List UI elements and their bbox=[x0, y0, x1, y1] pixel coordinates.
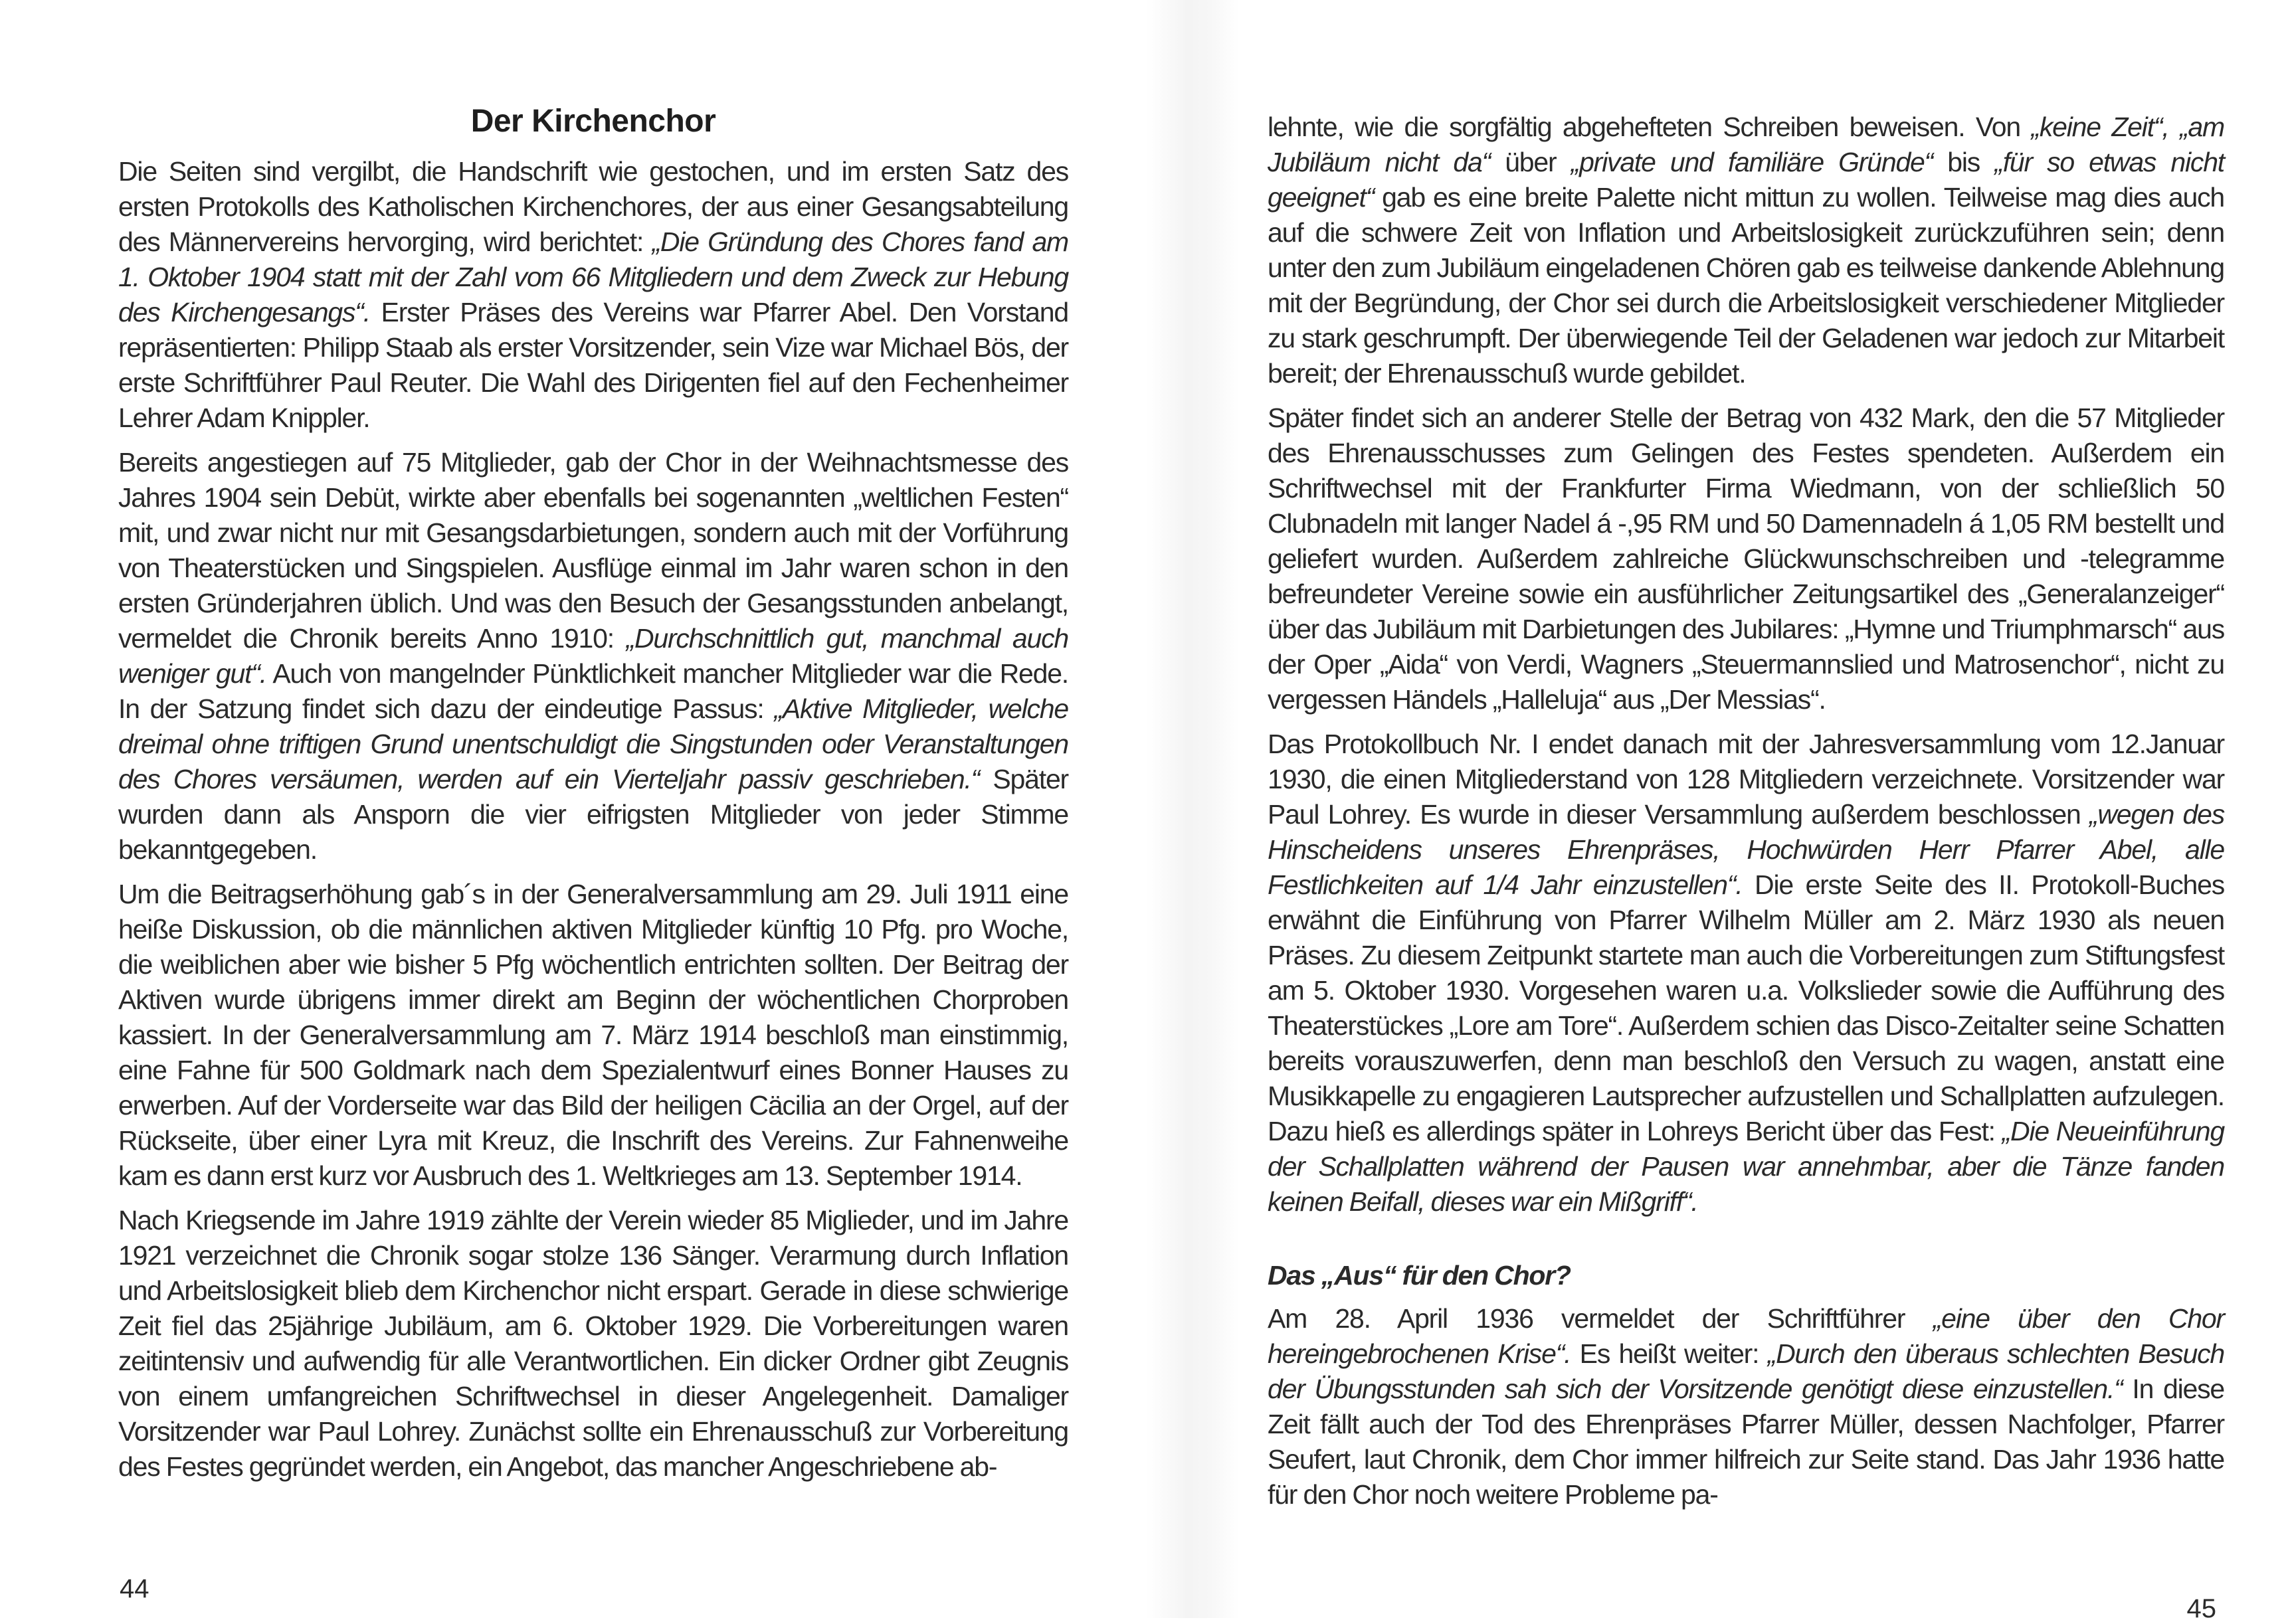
body-text: Bereits angestiegen auf 75 Mitglieder, gab der Chor in der Weihnachtsmesse des Jahres 1904 sein Debüt, wirkte aber ebenfalls bei sogenannten „weltlichen Festen“ mit, und zwar nicht nur mit Gesangsdarbietungen, sondern auch mit der Vorführung von Theaterstücken und Singspielen. Ausflüge einmal im Jahr waren schon in den ersten Gründerjahren üblich. Und was den Besuch der Gesangsstunden anbelangt, vermeldet die Chronik bereits Anno 1910: bbox=[118, 447, 1068, 654]
body-text: Die erste Seite des II. Protokoll-Buches erwähnt die Einführung von Pfarrer Wilhelm Müller am 2. März 1930 als neuen Präses. Zu diesem Zeitpunkt startete man auch die Vorbereitungen zum Stiftungsfest am 5. Oktober 1930. Vorgesehen waren u.a. Volkslieder sowie die Aufführung des Theaterstückes „Lore am Tore“. Außerdem schien das Disco-Zeitalter seine Schatten bereits vorauszuwerfen, denn man beschloß den Versuch zu wagen, anstatt eine Musikkapelle zu engagieren Lautsprecher aufzustellen und Schallplatten aufzulegen. Dazu hieß es allerdings später in Lohreys Bericht über das Fest: bbox=[1268, 869, 2225, 1146]
left-page-body bbox=[118, 154, 1068, 1494]
body-text: Es heißt weiter: bbox=[1571, 1338, 1768, 1369]
body-text: Nach Kriegsende im Jahre 1919 zählte der Verein wieder 85 Miglieder, und im Jahre 1921 verzeichnet die Chronik sogar stolze 136 Sänger. Verarmung durch Inflation und Arbeitslosigkeit blieb dem Kirchenchor nicht erspart. Gerade in diese schwierige Zeit fiel das 25jährige Jubiläum, am 6. Oktober 1929. Die Vorbereitungen waren zeitintensiv und aufwendig für alle Verantwortlichen. Ein dicker Ordner gibt Zeugnis von einem umfangreichen Schriftwechsel in dieser Angelegenheit. Damaliger Vorsitzender war Paul Lohrey. Zunächst sollte ein Ehrenausschuß zur Vorbereitung des Festes gegründet werden, ein Angebot, das mancher Angeschriebene ab- bbox=[118, 1205, 1068, 1482]
body-text: bis bbox=[1933, 147, 1995, 177]
page-title: Der Kirchenchor bbox=[470, 104, 716, 139]
left-page bbox=[118, 0, 1068, 1618]
page-number: 45 bbox=[2186, 1594, 2216, 1623]
paragraph bbox=[1268, 1301, 2224, 1512]
paragraph bbox=[1268, 401, 2224, 717]
quote-text: „Aktive Mitglieder, welche dreimal ohne triftigen Grund unentschuldigt die Singstunden oder Veranstaltungen des Chores versäumen, werden auf ein Vierteljahr passiv geschrieben.“ bbox=[118, 693, 1069, 794]
quote-text: „Durch den überaus schlechten Besuch der Übungsstunden sah sich der Vorsitzende genötigt diese einzustellen.“ bbox=[1268, 1338, 2224, 1404]
quote-text: „Die Gründung des Chores fand am 1. Oktober 1904 statt mit der Zahl vom 66 Mitgliedern und dem Zweck zur Hebung des Kirchengesangs“. bbox=[118, 226, 1068, 327]
page-number: 44 bbox=[120, 1574, 149, 1603]
body-text: In diese Zeit fällt auch der Tod des Ehrenpräses Pfarrer Müller, dessen Nachfolger, Pfarrer Seufert, laut Chronik, dem Chor immer hilfreich zur Seite stand. Das Jahr 1936 hatte für den Chor noch weitere Probleme pa- bbox=[1268, 1374, 2224, 1510]
body-text: Später findet sich an anderer Stelle der Betrag von 432 Mark, den die 57 Mitglieder des Ehrenausschusses zum Gelingen des Festes spendeten. Außerdem ein Schriftwechsel mit der Frankfurter Firma Wiedmann, von der schließlich 50 Clubnadeln mit langer Nadel á -,95 RM und 50 Damennadeln á 1,05 RM bestellt und geliefert wurden. Außerdem zahlreiche Glückwunschschreiben und -telegramme befreundeter Vereine sowie ein ausführlicher Zeitungsartikel des „Generalanzeiger“ über das Jubiläum mit Darbietungen des Jubilares: „Hymne und Triumphmarsch“ aus der Oper „Aida“ von Verdi, Wagners „Steuermannslied und Matrosenchor“, nicht zu vergessen Händels „Halleluja“ aus „Der Messias“. bbox=[1268, 403, 2224, 715]
quote-text: „private und familiäre Gründe“ bbox=[1571, 147, 1933, 177]
quote-text: „wegen des Hinscheidens unseres Ehrenpräses, Hochwürden Herr Pfarrer Abel, alle Festlichkeiten auf 1/4 Jahr einzustellen“. bbox=[1268, 799, 2224, 900]
body-text: Auch von mangelnder Pünktlichkeit mancher Mitglieder war die Rede. In der Satzung findet sich dazu der eindeutige Passus: bbox=[118, 658, 1068, 724]
body-text: über bbox=[1490, 147, 1571, 177]
body-text: gab es eine breite Palette nicht mittun zu wollen. Teilweise mag dies auch auf die schwere Zeit von Inflation und Arbeitslosigkeit zurückzuführen sein; denn unter den zum Jubiläum eingeladenen Chören gab es teilweise dankende Ablehnung mit der Begründung, der Chor sei durch die Arbeitslosigkeit verschiedener Mitglieder zu stark geschrumpft. Der überwiegende Teil der Geladenen war jedoch zur Mitarbeit bereit; der Ehrenausschuß wurde gebildet. bbox=[1268, 182, 2224, 389]
body-text: Erster Präses des Vereins war Pfarrer Abel. Den Vorstand repräsentierten: Philipp Staab als erster Vorsitzender, sein Vize war Michael Bös, der erste Schriftführer Paul Reuter. Die Wahl des Dirigenten fiel auf den Fechenheimer Lehrer Adam Knippler. bbox=[118, 297, 1068, 433]
quote-text: „eine über den Chor hereingebrochenen Krise“. bbox=[1268, 1303, 2224, 1369]
body-text: Die Seiten sind vergilbt, die Handschrift wie gestochen, und im ersten Satz des ersten Protokolls des Katholischen Kirchenchores, der aus einer Gesangsabteilung des Männervereins hervorging, wird berichtet: bbox=[118, 156, 1068, 257]
body-text: Später wurden dann als Ansporn die vier eifrigsten Mitglieder von jeder Stimme bekanntgegeben. bbox=[118, 764, 1068, 865]
body-text: Das Protokollbuch Nr. I endet danach mit der Jahresversammlung vom 12.Januar 1930, die einen Mitgliederstand von 128 Mitgliedern verzeichnete. Vorsitzender war Paul Lohrey. Es wurde in dieser Versammlung außerdem beschlossen bbox=[1268, 729, 2224, 830]
paragraph bbox=[118, 154, 1068, 436]
paragraph bbox=[118, 445, 1068, 867]
body-text: lehnte, wie die sorgfältig abgehefteten Schreiben beweisen. Von bbox=[1268, 112, 2032, 142]
section-subheading: Das „Aus“ für den Chor? bbox=[1268, 1260, 1571, 1291]
paragraph bbox=[118, 877, 1068, 1194]
quote-text: „keine Zeit“, „am Jubiläum nicht da“ bbox=[1268, 112, 2224, 177]
body-text: Um die Beitragserhöhung gab´s in der Generalversammlung am 29. Juli 1911 eine heiße Diskussion, ob die männlichen aktiven Mitglieder künftig 10 Pfg. pro Woche, die weiblichen aber wie bisher 5 Pfg wöchentlich entrichten sollten. Der Beitrag der Aktiven wurde übrigens immer direkt am Beginn der wöchentlichen Chorproben kassiert. In der Generalversammlung am 7. März 1914 beschloß man einstimmig, eine Fahne für 500 Goldmark nach dem Spezialentwurf eines Bonner Hauses zu erwerben. Auf der Vorderseite war das Bild der heiligen Cäcilia an der Orgel, auf der Rückseite, über einer Lyra mit Kreuz, die Inschrift des Vereins. Zur Fahnenweihe kam es dann erst kurz vor Ausbruch des 1. Weltkrieges am 13. September 1914. bbox=[118, 879, 1068, 1191]
body-text: Am 28. April 1936 vermeldet der Schriftführer bbox=[1268, 1303, 1933, 1334]
right-page bbox=[1268, 0, 2225, 1623]
book-gutter bbox=[1146, 0, 1239, 1618]
paragraph bbox=[1268, 727, 2224, 1219]
paragraph bbox=[118, 1203, 1068, 1485]
quote-text: „Die Neueinführung der Schallplatten während der Pausen war annehmbar, aber die Tänze fanden keinen Beifall, dieses war ein Mißgriff“. bbox=[1268, 1116, 2224, 1217]
quote-text: „für so etwas nicht geeignet“ bbox=[1268, 147, 2224, 213]
quote-text: „Durchschnittlich gut, manchmal auch weniger gut“. bbox=[118, 623, 1068, 689]
right-page-body bbox=[1268, 110, 2224, 1522]
paragraph bbox=[1268, 110, 2224, 391]
